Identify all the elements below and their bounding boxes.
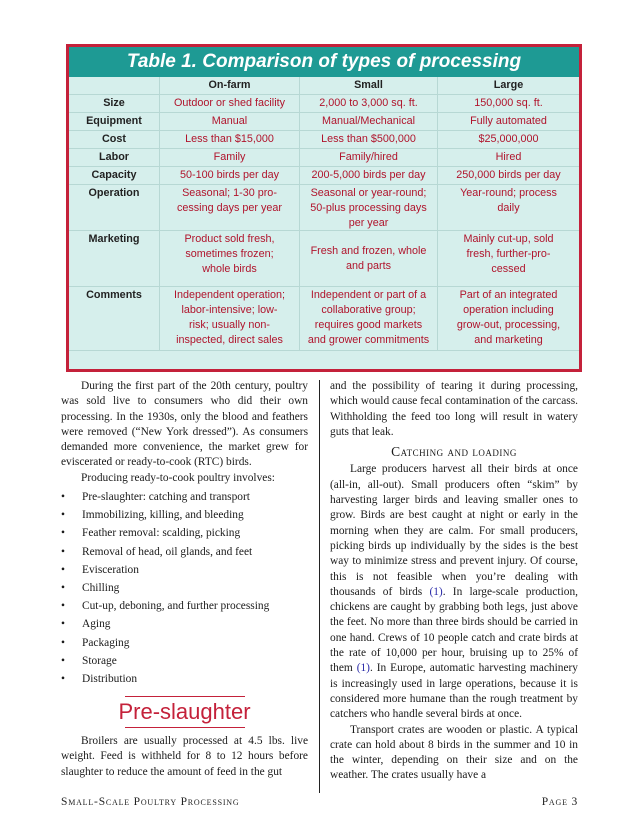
table-cell: Manual/Mechanical xyxy=(300,113,438,131)
crates-paragraph: Transport crates are wooden or plastic. A typical crate can hold about 8 birds in the summer and 10 in the winter, depending on their size and on the weather. The crates usually have a xyxy=(330,723,578,782)
list-item-text: Chilling xyxy=(82,582,120,595)
intro-paragraph: During the first part of the 20th century, poultry was sold live to consumers who did their own processing. In the 1930s, only the blood and feathers were removed (“New York dressed”). As consumers demanded more convenience, the market grew for eviscerated or ready-to-cook (RTC) birds. xyxy=(61,380,308,469)
catching-paragraph xyxy=(330,462,578,722)
list-item xyxy=(61,561,308,579)
table-cell: Year-round; process daily xyxy=(438,185,579,231)
bullet-icon: • xyxy=(61,527,65,540)
list-item-text: Distribution xyxy=(82,672,138,685)
citation-link[interactable]: (1) xyxy=(429,585,443,598)
list-item-text: Pre-slaughter: catching and transport xyxy=(82,491,250,504)
list-item xyxy=(61,506,308,524)
citation-link[interactable]: (1) xyxy=(356,662,370,675)
table-cell: $25,000,000 xyxy=(438,131,579,149)
continued-paragraph: and the possibility of tearing it during processing, which would cause fecal contamination of the carcass. Withholding the feed too long will result in watery guts that leak. xyxy=(330,380,578,438)
table-cell: Fresh and frozen, whole and parts xyxy=(300,231,438,287)
section-title: Pre-slaughter xyxy=(118,699,251,725)
bullet-icon: • xyxy=(61,654,65,667)
table-row-label: Marketing xyxy=(69,231,160,287)
list-item-text: Cut-up, deboning, and further processing xyxy=(82,600,270,613)
table-cell: 150,000 sq. ft. xyxy=(438,95,579,113)
list-item xyxy=(61,634,308,652)
bullet-icon: • xyxy=(61,672,65,685)
table-row-label: Labor xyxy=(69,149,160,167)
table-cell: Less than $500,000 xyxy=(300,131,438,149)
list-item-text: Removal of head, oil glands, and feet xyxy=(82,545,253,558)
table-row-label: Capacity xyxy=(69,167,160,185)
catching-text-b: . In large-scale production, chickens are caught by grabbing both legs, just above the feet. No more than three birds should be carried in one hand. Crews of 10 people catch and crate birds at the rate of 10,000 per hour, bruising up to 25% of them xyxy=(330,585,578,675)
bullet-icon: • xyxy=(61,491,65,504)
list-item xyxy=(61,543,308,561)
section-heading-pre-slaughter xyxy=(61,696,308,728)
table-cell: Mainly cut-up, sold fresh, further-pro- cessed xyxy=(438,231,579,287)
table-cell: 250,000 birds per day xyxy=(438,167,579,185)
heading-rule-top xyxy=(125,696,245,697)
heading-rule-bottom xyxy=(125,727,245,728)
table-cell: Product sold fresh, sometimes frozen; whole birds xyxy=(160,231,300,287)
bullet-icon: • xyxy=(61,563,65,576)
list-item-text: Evisceration xyxy=(82,563,139,576)
table-column-header: Small xyxy=(300,77,438,95)
table-row-label: Comments xyxy=(69,287,160,351)
processing-steps-list xyxy=(61,488,308,688)
table-row-label: Equipment xyxy=(69,113,160,131)
table-cell: Outdoor or shed facility xyxy=(160,95,300,113)
column-divider xyxy=(319,380,320,793)
table-cell: 200-5,000 birds per day xyxy=(300,167,438,185)
list-item-text: Packaging xyxy=(82,636,130,649)
table-cell: Family xyxy=(160,149,300,167)
list-item xyxy=(61,615,308,633)
table-row-label: Cost xyxy=(69,131,160,149)
bullet-icon: • xyxy=(61,509,65,522)
list-item-text: Storage xyxy=(82,654,117,667)
comparison-table xyxy=(66,44,582,372)
catching-text-c: . In Europe, automatic harvesting machinery is increasingly used in large operations, because it is considered more humane than the rough treatment by catchers who handle several birds at once. xyxy=(330,662,579,721)
table-cell: Seasonal or year-round; 50-plus processing days per year xyxy=(300,185,438,231)
footer-page-number: Page 3 xyxy=(541,796,578,808)
list-item-text: Feather removal: scalding, picking xyxy=(82,527,241,540)
bullet-icon: • xyxy=(61,545,65,558)
list-item-text: Aging xyxy=(82,618,111,631)
table-cell: Family/hired xyxy=(300,149,438,167)
table-cell: Fully automated xyxy=(438,113,579,131)
bullet-icon: • xyxy=(61,600,65,613)
table-cell: Independent or part of a collaborative group; requires good markets and grower commitments xyxy=(300,287,438,351)
table-cell: Less than $15,000 xyxy=(160,131,300,149)
footer-publication-title: Small-Scale Poultry Processing xyxy=(61,796,240,808)
list-item xyxy=(61,670,308,688)
table-cell: Part of an integrated operation including grow-out, processing, and marketing xyxy=(438,287,579,351)
bullet-icon: • xyxy=(61,636,65,649)
left-column xyxy=(61,379,308,780)
table-grid xyxy=(69,77,579,369)
right-column xyxy=(330,379,578,784)
table-cell: Hired xyxy=(438,149,579,167)
table-title: Table 1. Comparison of types of processing xyxy=(69,47,579,77)
section-heading-catching: Catching and loading xyxy=(391,444,517,460)
table-cell: 2,000 to 3,000 sq. ft. xyxy=(300,95,438,113)
table-cell: 50-100 birds per day xyxy=(160,167,300,185)
broilers-paragraph: Broilers are usually processed at 4.5 lbs. live weight. Feed is withheld for 8 to 12 hours before slaughter to reduce the amount of feed in the gut xyxy=(61,735,308,778)
bullet-icon: • xyxy=(61,582,65,595)
list-item xyxy=(61,597,308,615)
table-column-header: On-farm xyxy=(160,77,300,95)
table-row-label: Operation xyxy=(69,185,160,231)
list-item xyxy=(61,579,308,597)
list-item xyxy=(61,652,308,670)
involves-paragraph: Producing ready-to-cook poultry involves: xyxy=(81,471,275,484)
catching-text-a: Large producers harvest all their birds at once (all-in, all-out). Small producers often “skim” by harvesting larger birds and leaving smaller ones to grow. Birds are best caught at night or early in the morning when they are calm. For small producers, picking birds up individually by the sides is the best way to minimize stress and prevent injury. Of course, this is not feasible when you’re dealing with thousands of birds xyxy=(330,463,578,598)
table-corner xyxy=(69,77,160,95)
list-item-text: Immobilizing, killing, and bleeding xyxy=(82,509,244,522)
table-row-label: Size xyxy=(69,95,160,113)
list-item xyxy=(61,488,308,506)
table-cell: Seasonal; 1-30 pro- cessing days per year xyxy=(160,185,300,231)
table-column-header: Large xyxy=(438,77,579,95)
list-item xyxy=(61,524,308,542)
table-cell: Independent operation; labor-intensive; low- risk; usually non- inspected, direct sales xyxy=(160,287,300,351)
table-cell: Manual xyxy=(160,113,300,131)
bullet-icon: • xyxy=(61,618,65,631)
